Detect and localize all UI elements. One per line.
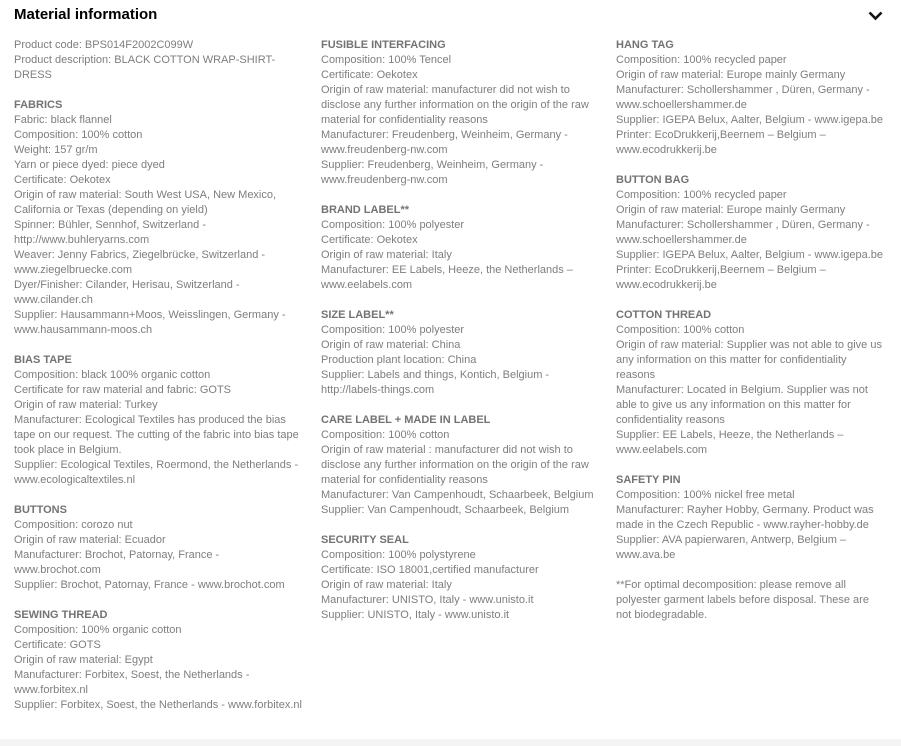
- field-line: Supplier: Van Campenhoudt, Schaarbeek, Belgium: [321, 504, 570, 516]
- section-heading: FUSIBLE INTERFACING: [321, 39, 446, 51]
- material-section: [14, 38, 307, 83]
- field-line: Origin of raw material: Supplier was not able to give us any information on this matter for confidentiality reasons: [616, 339, 882, 381]
- column-1: [14, 38, 307, 728]
- field-line: Composition: 100% recycled paper: [616, 54, 787, 66]
- field-line: Manufacturer: Schollershammer , Düren, Germany - www.schoellershammer.de: [616, 219, 870, 246]
- field-line: Printer: EcoDrukkerij,Beernem – Belgium – www.ecodrukkerij.be: [616, 129, 826, 156]
- field-line: Origin of raw material : manufacturer did not wish to disclose any further information on the origin of the raw material for confidentiality reasons: [321, 444, 589, 486]
- field-line: Composition: 100% cotton: [616, 324, 745, 336]
- field-line: Origin of raw material: Europe mainly Germany: [616, 204, 846, 216]
- collapse-section-button[interactable]: [866, 7, 885, 25]
- section-heading: SAFETY PIN: [616, 474, 681, 486]
- section-heading: BIAS TAPE: [14, 354, 72, 366]
- field-line: Manufacturer: Brochot, Patornay, France - www.brochot.com: [14, 549, 220, 576]
- field-line: Manufacturer: Rayher Hobby, Germany. Product was made in the Czech Republic - www.rayher-hobby.de: [616, 504, 874, 531]
- field-line: Supplier: Labels and things, Kontich, Belgium - http://labels-things.com: [321, 369, 550, 396]
- field-line: Composition: black 100% organic cotton: [14, 369, 211, 381]
- field-line: Manufacturer: UNISTO, Italy - www.unisto.it: [321, 594, 534, 606]
- field-line: Product code: BPS014F2002C099W: [14, 39, 194, 51]
- field-line: Certificate: Oekotex: [321, 234, 418, 246]
- section-heading: FABRICS: [14, 99, 63, 111]
- field-line: Composition: 100% organic cotton: [14, 624, 182, 636]
- material-columns: [0, 36, 901, 728]
- material-section: [321, 203, 602, 293]
- section-heading: HANG TAG: [616, 39, 674, 51]
- field-line: Supplier: EE Labels, Heeze, the Netherlands – www.eelabels.com: [616, 429, 844, 456]
- field-line: Origin of raw material: Europe mainly Germany: [616, 69, 846, 81]
- field-line: Manufacturer: Freudenberg, Weinheim, Germany - www.freudenberg-nw.com: [321, 129, 568, 156]
- field-line: Composition: 100% polyester: [321, 219, 465, 231]
- field-line: Supplier: UNISTO, Italy - www.unisto.it: [321, 609, 510, 621]
- field-line: Supplier: Ecological Textiles, Roermond, the Netherlands - www.ecologicaltextiles.nl: [14, 459, 299, 486]
- material-section: [616, 473, 887, 563]
- column-3: [616, 38, 887, 728]
- material-section: [616, 308, 887, 458]
- field-line: Supplier: AVA papierwaren, Antwerp, Belgium – www.ava.be: [616, 534, 847, 561]
- field-line: Yarn or piece dyed: piece dyed: [14, 159, 165, 171]
- material-section: [616, 38, 887, 158]
- field-line: Composition: 100% cotton: [14, 129, 143, 141]
- field-line: Composition: corozo nut: [14, 519, 133, 531]
- field-line: Supplier: IGEPA Belux, Aalter, Belgium - www.igepa.be: [616, 249, 883, 261]
- field-line: Composition: 100% polystyrene: [321, 549, 476, 561]
- section-heading: SECURITY SEAL: [321, 534, 409, 546]
- field-line: Composition: 100% nickel free metal: [616, 489, 795, 501]
- chevron-down-icon: [868, 11, 883, 21]
- field-line: Manufacturer: Schollershammer , Düren, Germany - www.schoellershammer.de: [616, 84, 870, 111]
- field-line: Origin of raw material: South West USA, New Mexico, California or Texas (depending on yield): [14, 189, 277, 216]
- field-line: Product description: BLACK COTTON WRAP-SHIRT-DRESS: [14, 54, 276, 81]
- field-line: Weight: 157 gr/m: [14, 144, 98, 156]
- field-line: Composition: 100% recycled paper: [616, 189, 787, 201]
- material-section: [14, 608, 307, 713]
- material-section: [321, 38, 602, 188]
- material-section: [14, 503, 307, 593]
- field-line: Fabric: black flannel: [14, 114, 112, 126]
- field-line: Weaver: Jenny Fabrics, Ziegelbrücke, Switzerland - www.ziegelbruecke.com: [14, 249, 266, 276]
- field-line: Origin of raw material: China: [321, 339, 461, 351]
- field-line: Origin of raw material: Italy: [321, 249, 452, 261]
- material-section: [321, 413, 602, 518]
- field-line: Composition: 100% Tencel: [321, 54, 452, 66]
- field-line: Supplier: IGEPA Belux, Aalter, Belgium - www.igepa.be: [616, 114, 883, 126]
- field-line: Manufacturer: Van Campenhoudt, Schaarbeek, Belgium: [321, 489, 594, 501]
- field-line: Certificate for raw material and fabric: GOTS: [14, 384, 232, 396]
- field-line: Supplier: Brochot, Patornay, France - www.brochot.com: [14, 579, 285, 591]
- material-section: [321, 533, 602, 623]
- material-section: [616, 173, 887, 293]
- field-line: Dyer/Finisher: Cilander, Herisau, Switzerland - www.cilander.ch: [14, 279, 240, 306]
- material-section: [616, 578, 887, 623]
- section-heading: BRAND LABEL**: [321, 204, 409, 216]
- field-line: Certificate: Oekotex: [321, 69, 418, 81]
- field-line: Composition: 100% polyester: [321, 324, 465, 336]
- field-line: Certificate: GOTS: [14, 639, 101, 651]
- field-line: Certificate: Oekotex: [14, 174, 111, 186]
- section-heading: COTTON THREAD: [616, 309, 712, 321]
- field-line: Production plant location: China: [321, 354, 477, 366]
- field-line: Origin of raw material: Turkey: [14, 399, 158, 411]
- section-heading: BUTTONS: [14, 504, 67, 516]
- column-2: [321, 38, 602, 728]
- field-line: Manufacturer: Forbitex, Soest, the Netherlands - www.forbitex.nl: [14, 669, 250, 696]
- page-title: Material information: [14, 6, 158, 23]
- field-line: Printer: EcoDrukkerij,Beernem – Belgium – www.ecodrukkerij.be: [616, 264, 826, 291]
- material-section: [14, 353, 307, 488]
- material-section: [14, 98, 307, 338]
- field-line: Origin of raw material: Italy: [321, 579, 452, 591]
- next-section-divider: [0, 739, 901, 746]
- field-line: Origin of raw material: Ecuador: [14, 534, 166, 546]
- section-heading: CARE LABEL + MADE IN LABEL: [321, 414, 491, 426]
- section-heading: SIZE LABEL**: [321, 309, 394, 321]
- section-heading: SEWING THREAD: [14, 609, 108, 621]
- field-line: Origin of raw material: manufacturer did not wish to disclose any further information on the origin of the raw material for confidentiality reasons: [321, 84, 589, 126]
- panel-header: [0, 0, 901, 36]
- field-line: Origin of raw material: Egypt: [14, 654, 153, 666]
- field-line: **For optimal decomposition: please remove all polyester garment labels before disposal. These are not biodegradable.: [616, 579, 869, 621]
- field-line: Supplier: Hausammann+Moos, Weisslingen, Germany - www.hausammann-moos.ch: [14, 309, 286, 336]
- field-line: Composition: 100% cotton: [321, 429, 450, 441]
- field-line: Supplier: Forbitex, Soest, the Netherlands - www.forbitex.nl: [14, 699, 302, 711]
- field-line: Manufacturer: Ecological Textiles has produced the bias tape on our request. The cutting of the fabric into bias tape took place in Belgium.: [14, 414, 299, 456]
- field-line: Supplier: Freudenberg, Weinheim, Germany - www.freudenberg-nw.com: [321, 159, 544, 186]
- field-line: Manufacturer: EE Labels, Heeze, the Netherlands – www.eelabels.com: [321, 264, 573, 291]
- material-section: [321, 308, 602, 398]
- section-heading: BUTTON BAG: [616, 174, 690, 186]
- field-line: Spinner: Bühler, Sennhof, Switzerland - http://www.buhleryarns.com: [14, 219, 207, 246]
- field-line: Certificate: ISO 18001,certified manufacturer: [321, 564, 539, 576]
- field-line: Manufacturer: Located in Belgium. Supplier was not able to give us any information on this matter for confidentiality reasons: [616, 384, 868, 426]
